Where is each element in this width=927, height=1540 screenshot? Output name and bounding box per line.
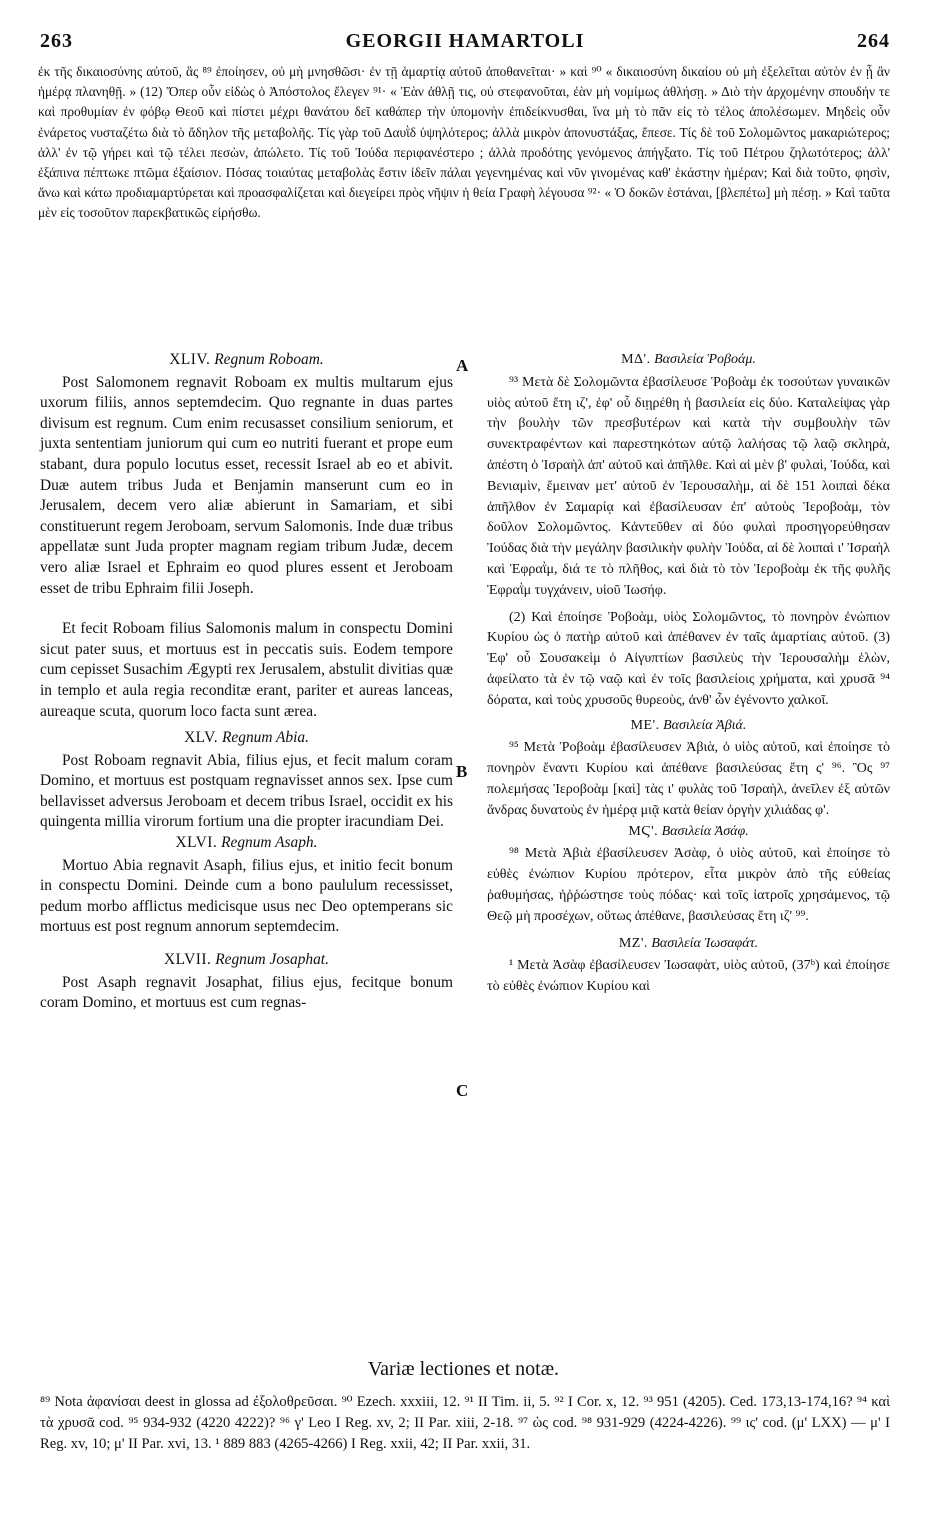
section-name: Βασιλεία Ῥοβοάμ. — [654, 352, 756, 367]
paragraph: (2) Καὶ ἐποίησε Ῥοβοὰμ, υἱὸς Σολομῶντος, τὸ πονηρὸν ἐνώπιον Κυρίου ὡς ὁ πατὴρ αὐτοῦ καὶ ἀπέθανεν ἐν ταῖς ἁμαρτίαις αὐτοῦ. (3) Ἐφ' οὗ Σουσακεὶμ ὁ Αἰγυπτίων βασιλεὺς τὴν Ἱερουσαλὴμ ἑλὼν, ἀφείλατο τὰ ἐν τῷ ναῷ καὶ ἐν τοῖς βασιλείοις χρήματα, καὶ χρυσᾶ ⁹⁴ δόρατα, καὶ τοὺς χρυσοῦς θυρεοὺς, ἀνθ' ὧν ἐγένοντο χαλκοῖ. — [487, 609, 890, 708]
margin-marker-a: A — [456, 356, 469, 375]
section-xlvii — [40, 950, 453, 1014]
intro-paragraph: ἐκ τῆς δικαιοσύνης αὐτοῦ, ἃς ⁸⁹ ἐποίησεν, οὐ μὴ μνησθῶσι· ἐν τῇ ἁμαρτίᾳ αὐτοῦ ἀποθανεῖται· » καὶ ⁹⁰ « δικαιοσύνη δικαίου οὐ μὴ ἐξελεῖται αὐτὸν ἐν ᾗ ἂν ἡμέρᾳ πλανηθῇ. » (12) Ὅπερ οὖν εἰδὼς ὁ Ἀπόστολος ἔλεγεν ⁹¹· « Ἐὰν ἀθλῇ τις, οὐ στεφανοῦται, ἐὰν μὴ νομίμως ἀθλήσῃ. » Διὸ τὴν ἀρχομένην σπουδήν τε καὶ προθυμίαν ἐν φόβῳ Θεοῦ καὶ πίστει μέχρι θανάτου δεῖ καθάπερ τὴν ὑπομονὴν ἐπιδείκνυσθαι, ἵνα μὴ τὸ πᾶν εἰς τὸ τέλος ἀπολέσωμεν. Μηδεὶς οὖν ἐνάρετος νυσταζέτω διὰ τὸ ἄδηλον τῆς μεταβολῆς. Τίς γὰρ τοῦ Δαυῒδ ὑψηλότερος; ἀλλὰ μικρὸν ἀπονυστάξας, ἔπεσε. Τίς δὲ τοῦ Σολομῶντος μακαριώτερος; ἀλλ' ἐν τῷ γήρει καὶ τῷ τέλει πεσὼν, ἀπώλετο. Τίς τοῦ Ἰούδα περιφανέστερο ; ἀλλὰ προδότης γενόμενος ἀπήγξατο. Τίς τοῦ Πέτρου ζηλωτότερος; ἀλλ' ἐξάπινα πέπτωκε πτῶμα ἐξαίσιον. Πόσας τοιαύτας μεταβολὰς ἔστιν ἰδεῖν πάλαι γεγενημένας καὶ νῦν γινομένας καθ' ἑκάστην ἡμέραν; Καὶ διὰ τοῦτο, φησὶν, ἄνω καὶ κάτω προδιαμαρτύρεται καὶ προασφαλίζεται καὶ διεγείρει πρὸς νῆψιν ἡ θεία Γραφὴ λέγουσα ⁹²· « Ὁ δοκῶν ἑστάναι, [βλεπέτω] μὴ πέσῃ. » Καὶ ταῦτα μὲν εἰς τοσοῦτον παρεκβατικῶς εἰρήσθω. — [38, 64, 890, 221]
section-number: ΜϚ'. — [628, 823, 659, 839]
section-name: Βασιλεία Ἰωσαφάτ. — [651, 935, 759, 951]
section-number: XLVI. — [175, 834, 218, 852]
paragraph: ¹ Μετὰ Ἀσὰφ ἐβασίλευσεν Ἰωσαφὰτ, υἱὸς αὐτοῦ, (37ᵇ) καὶ ἐποίησε τὸ εὐθὲς ἐνώπιον Κυρίου καὶ — [487, 958, 890, 995]
left-page-number: 263 — [40, 30, 73, 52]
section-xliv — [40, 350, 453, 722]
section-me — [487, 716, 890, 822]
section-heading — [40, 728, 453, 749]
section-number: XLV. — [184, 729, 219, 747]
section-name: Regnum Asaph. — [221, 834, 318, 852]
section-name: Regnum Abia. — [222, 729, 309, 747]
paragraph: ⁹⁸ Μετὰ Ἀβιὰ ἐβασίλευσεν Ἀσὰφ, ὁ υἱὸς αὐτοῦ, καὶ ἐποίησε τὸ εὐθὲς ἐνώπιον Κυρίου πρότερον, εἶτα μικρὸν ἀπὸ τῆς εὐθείας ῥαθυμήσας, ἠῤῥώστησε τοὺς πόδας· καὶ τοῖς ἰατροῖς χρησάμενος, τῷ Θεῷ μὴ προσέχων, οὕτως ἀπέθανε, βασιλεύσας ἔτη ιζ' ⁹⁹. — [487, 846, 890, 924]
section-xlv — [40, 728, 453, 833]
section-heading — [487, 822, 890, 843]
page-header — [40, 30, 890, 58]
section-number: ΜΕ'. — [630, 717, 660, 733]
margin-marker-c: C — [456, 1081, 469, 1100]
notes-heading: Variæ lectiones et notæ. — [367, 1358, 560, 1380]
section-heading — [40, 350, 453, 371]
footnotes-text: ⁸⁹ Nota ἀφανίσαι deest in glossa ad ἐξολοθρεῦσαι. ⁹⁰ Ezech. xxxiii, 12. ⁹¹ II Tim. ii, 5. ⁹² I Cor. x, 12. ⁹³ 951 (4205). Ced. 173,13-174,16? ⁹⁴ καὶ τὰ χρυσᾶ cod. ⁹⁵ 934-932 (4220 4222)? ⁹⁶ γ' Leo I Reg. xv, 2; II Par. xiii, 2-18. ⁹⁷ ὡς cod. ⁹⁸ 931-929 (4224-4226). ⁹⁹ ις' cod. (μ' LXX) — μ' I Reg. xv, 10; μ' II Par. xvi, 13. ¹ 889 883 (4265-4266) I Reg. xxii, 42; II Par. xxii, 31. — [40, 1394, 890, 1452]
paragraph: Post Asaph regnavit Josaphat, filius ejus, fecitque bonum coram Domino, et mortuus est cum regnas- — [40, 973, 453, 1012]
section-heading — [487, 350, 890, 371]
footnotes — [40, 1392, 890, 1454]
section-heading — [487, 934, 890, 955]
section-number: XLIV. — [169, 351, 211, 368]
section-md — [487, 350, 890, 712]
greek-column — [487, 350, 890, 998]
section-name: Regnum Roboam. — [214, 351, 324, 368]
paragraph: ⁹³ Μετὰ δὲ Σολομῶντα ἐβασίλευσε Ῥοβοὰμ ἐκ τοσούτων γυναικῶν υἱὸς αὐτοῦ ἔτη ιζ', ἐφ' οὗ διῃρέθη ἡ βασιλεία εἰς δύο. Καταλείψας γὰρ τὴν βουλὴν τῶν πρεσβυτέρων καὶ κατὰ τὴν συμβουλὴν τῶν συνεκτραφέντων καὶ παρεστηκότων αὐτῷ λαλήσας τῷ λαῷ σκληρὰ, ἀπέστη ὁ Ἰσραὴλ ἀπ' αὐτοῦ καὶ ἀπῆλθε. Καὶ αἱ μὲν β' φυλαὶ, Ἰούδα, καὶ Βενιαμὶν, ἔμειναν μετ' αὐτοῦ ἐν Ἱερουσαλὴμ, αἱ δὲ 151 λοιπαὶ δέκα ἀπῆλθον ἐν Σαμαρίᾳ καὶ ἐβασίλευσαν ἐπ' αὐτοὺς Ἱεροβοὰμ, τὸν δοῦλον Σολομῶντος. Κἀντεῦθεν αἱ δύο φυλαὶ προσηγορεύθησαν Ἰούδας διὰ τὴν μεγάλην βασιλικὴν φυλὴν Ἰούδα, αἱ δὲ λοιπαὶ ι' Ἰσραὴλ καὶ Ἐφραῒμ, διά τε τὸ πλῆθος, καὶ διὰ τὸ τὸν Ἱεροβοὰμ ἐκ τῆς φυλῆς Ἐφραῒμ τυγχάνειν, υἱοῦ Ἰωσήφ. — [487, 374, 890, 598]
latin-column — [40, 350, 453, 1014]
paragraph: Post Salomonem regnavit Roboam ex multis multarum ejus uxorum filiis, annos septemdecim. Quo regnante in duas partes divisum est regnum. Cum enim recusasset consilium seniorum, et juxta sententiam juniorum qui cum eo nutriti fuerant et prope eum stabant, dura populo locutus esset, recessit Israel ab eo et abivit. Duæ autem tribus Juda et Benjamin manserunt cum eo in Jerusalem, decem vero aliæ abierunt in Samariam, et sibi constituerunt regem Jeroboam, servum Salomonis. Inde duæ tribus appellatæ sunt Juda propter magnam regiam tribum Judæ, decem vero aliæ Israel et Ephraim eo quod plures essent et Jeroboam esset de tribu Ephraim filii Joseph. — [40, 373, 453, 597]
margin-marker-b: B — [456, 762, 468, 781]
section-heading — [40, 833, 453, 854]
section-mst — [487, 822, 890, 928]
paragraph: Et fecit Roboam filius Salomonis malum in conspectu Domini sicut pater suus, et mortuus est in peccatis suis. Eodem tempore cum cepisset Susachim Ægypti rex Jerusalem, abstulit divitias quæ in templo et aula regia reconditæ erant, pariter et aureas lanceas, aureaque scuta, quorum loco facta sunt ærea. — [40, 620, 453, 720]
section-name: Βασιλεία Ἀσάφ. — [661, 823, 749, 839]
paragraph: Post Roboam regnavit Abia, filius ejus, et fecit malum coram Domino, et mortuus est postquam regnavisset annos sex. Ipse cum bellavisset adversus Jeroboam et decem tribus Israel, occidit ex his quingenta millia virorum fortium una die propter iracundiam Dei. — [40, 751, 453, 831]
paragraph: Mortuo Abia regnavit Asaph, filius ejus, et initio fecit bonum in conspectu Domini. Deinde cum a bono paululum recessisset, pedum morbo afflictus medicisque usus nec Deo optemperans sic mortuus est post regnum annorum septemdecim. — [40, 856, 453, 936]
section-number: XLVII. — [164, 951, 212, 969]
section-mz — [487, 934, 890, 998]
paragraph: ⁹⁵ Μετὰ Ῥοβοὰμ ἐβασίλευσεν Ἀβιὰ, ὁ υἱὸς αὐτοῦ, καὶ ἐποίησε τὸ πονηρὸν ἔναντι Κυρίου καὶ ἀπέθανε βασιλεύσας ἔτη ς' ⁹⁶. Ὃς ⁹⁷ πολεμήσας Ἱεροβοὰμ [καὶ] τὰς ι' φυλὰς τοῦ Ἰσραὴλ, ἀνεῖλεν ἐξ αὐτῶν ἄνδρας δυνατοὺς ἐν ἡμέρᾳ μιᾷ κατὰ θείαν ὀργὴν χιλιάδας φ'. — [487, 740, 890, 818]
greek-intro-text — [38, 62, 890, 224]
section-xlvi — [40, 833, 453, 938]
section-heading — [487, 716, 890, 737]
running-title: GEORGII HAMARTOLI — [345, 30, 585, 52]
section-name: Βασιλεία Ἀβιά. — [663, 717, 747, 733]
section-number: ΜΖ'. — [618, 935, 648, 951]
section-heading — [40, 950, 453, 971]
right-page-number: 264 — [857, 30, 890, 52]
section-number: ΜΔ'. — [621, 352, 651, 367]
section-name: Regnum Josaphat. — [215, 951, 329, 969]
